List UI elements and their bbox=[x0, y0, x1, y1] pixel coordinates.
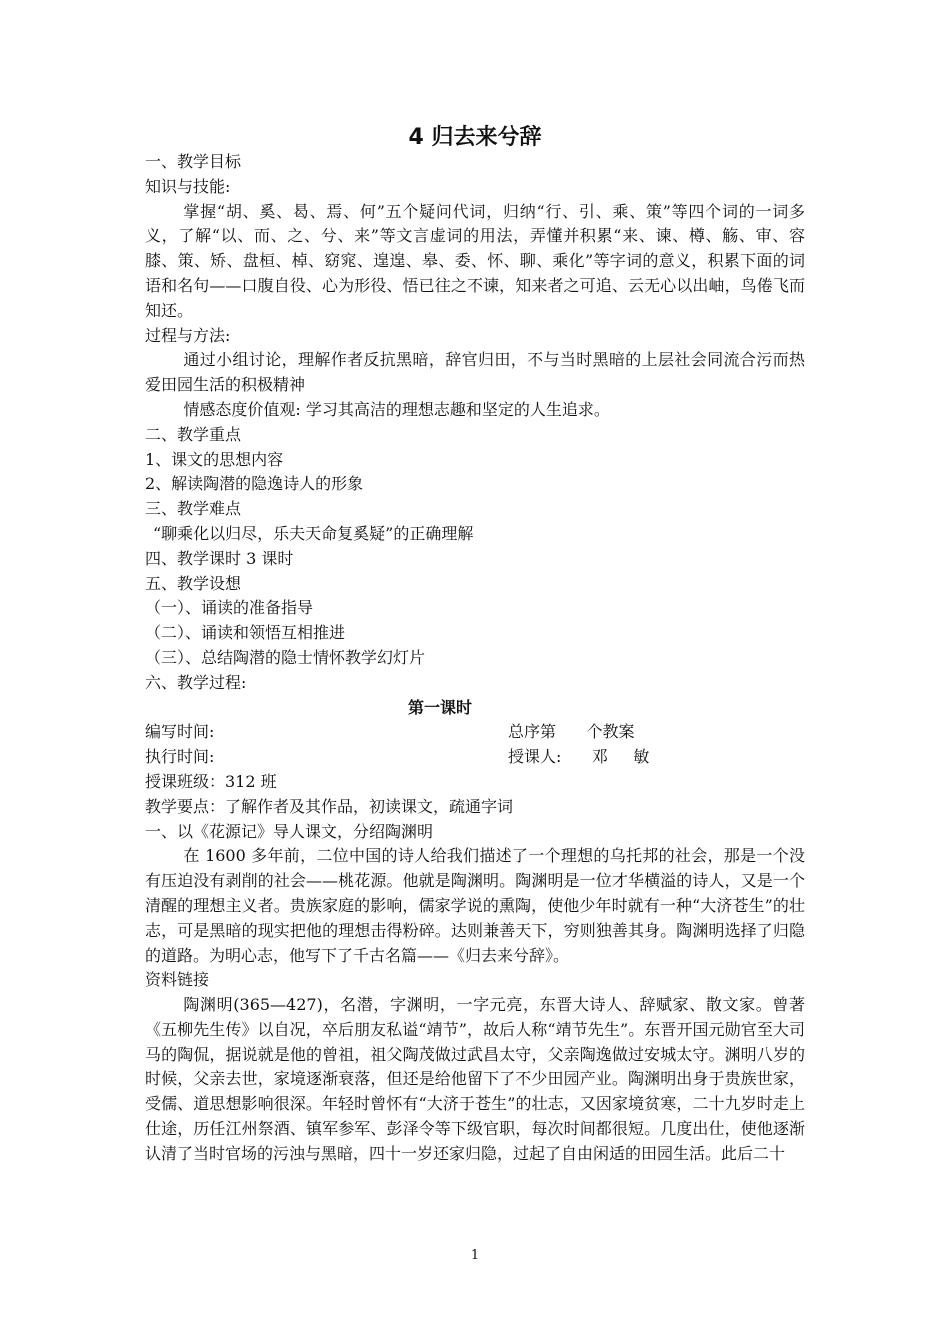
write-time-label: 编写时间: bbox=[145, 722, 215, 742]
class-label: 授课班级：312 班 bbox=[145, 771, 277, 791]
lesson-title: 第一课时 bbox=[407, 697, 472, 717]
knowledge-skills-paragraph: 掌握“胡、奚、曷、焉、何”五个疑问代词，归纳“行、引、乘、策”等四个词的一词多义，了解“以、而、之、兮、来”等文言虚词的用法，弄懂并积累“来、谏、樽、觞、审、容膝、策、矫、盘桓、棹、窈窕、遑遑、皋、委、怀、聊、乘化”等字词的意义，积累下面的词语和名句——口腹自役、心为形役、悟已往之不谏，知来者之可追、云无心以出岫，鸟倦飞而知还。 bbox=[145, 201, 805, 320]
section-difficulty-heading: 三、教学难点 bbox=[145, 499, 242, 519]
section-process-heading: 六、教学过程: bbox=[145, 672, 247, 692]
design-item: （三）、总结陶潜的隐士情怀教学幻灯片 bbox=[145, 647, 426, 667]
intro-paragraph: 在 1600 多年前，二位中国的诗人给我们描述了一个理想的乌托邦的社会，那是一个没有压迫没有剥削的社会——桃花源。他就是陶渊明。陶渊明是一位才华横溢的诗人，又是一个清醒的理想主义者。贵族家庭的影响，儒家学说的熏陶，使他少年时就有一种“大济苍生”的壮志，可是黑暗的现实把他的理想击得粉碎。达则兼善天下，穷则独善其身。陶渊明选择了归隐的道路。为明心志，他写下了千古名篇——《归去来兮辞》。 bbox=[145, 846, 805, 965]
knowledge-skills-heading: 知识与技能: bbox=[145, 176, 231, 196]
process-method-heading: 过程与方法: bbox=[145, 325, 231, 345]
section-objectives-heading: 一、教学目标 bbox=[145, 152, 242, 171]
difficulty-text: “聊乘化以归尽，乐夫天命复奚疑”的正确理解 bbox=[153, 523, 474, 543]
page-number: 1 bbox=[470, 1248, 480, 1263]
reference-link-heading: 资料链接 bbox=[145, 970, 210, 990]
key-point-item: 1、课文的思想内容 bbox=[145, 449, 284, 469]
reference-link-paragraph: 陶渊明(365—427)，名潜，字渊明，一字元亮，东晋大诗人、辞赋家、散文家。曾著《五柳先生传》以自况，卒后朋友私谥“靖节”，故后人称“靖节先生”。东晋开国元勋官至大司马的陶侃，据说就是他的曾祖，祖父陶茂做过武昌太守，父亲陶逸做过安城太守。渊明八岁的时候，父亲去世，家境逐渐衰落，但还是给他留下了不少田园产业。陶渊明出身于贵族世家，受儒、道思想影响很深。年轻时曾怀有“大济于苍生”的壮志，又因家境贫寒，二十九岁时走上仕途，历任江州祭酒、镇军参军、彭泽令等下级官职，每次时间都很短。几度出仕，使他逐渐认清了当时官场的污浊与黑暗，四十一岁还家归隐，过起了自由闲适的田园生活。此后二十 bbox=[145, 995, 805, 1163]
order-number-label: 总序第 个教案 bbox=[508, 722, 635, 742]
intro-heading: 一、以《花源记》导人课文，分绍陶渊明 bbox=[145, 821, 434, 841]
section-periods: 四、教学课时 3 课时 bbox=[145, 548, 294, 568]
design-item: （一）、诵读的准备指导 bbox=[145, 598, 314, 618]
teacher-label: 授课人: 邓 敏 bbox=[508, 747, 650, 767]
exec-time-label: 执行时间: bbox=[145, 747, 215, 767]
teaching-key-points: 教学要点：了解作者及其作品，初读课文，疏通字词 bbox=[145, 796, 514, 816]
section-design-heading: 五、教学设想 bbox=[145, 573, 242, 593]
process-method-paragraph: 通过小组讨论，理解作者反抗黑暗，辞官归田，不与当时黑暗的上层社会同流合污而热爱田园生活的积极精神 bbox=[145, 350, 805, 395]
document-title: 4 归去来兮辞 bbox=[408, 125, 542, 150]
key-point-item: 2、解读陶潜的隐逸诗人的形象 bbox=[145, 474, 364, 494]
section-key-points-heading: 二、教学重点 bbox=[145, 424, 242, 444]
design-item: （二）、诵读和领悟互相推进 bbox=[145, 623, 346, 643]
write-time-row bbox=[145, 720, 805, 745]
exec-time-row bbox=[145, 745, 805, 770]
emotion-values-paragraph: 情感态度价值观: 学习其高洁的理想志趣和坚定的人生追求。 bbox=[183, 399, 610, 419]
document-body bbox=[145, 150, 805, 1167]
